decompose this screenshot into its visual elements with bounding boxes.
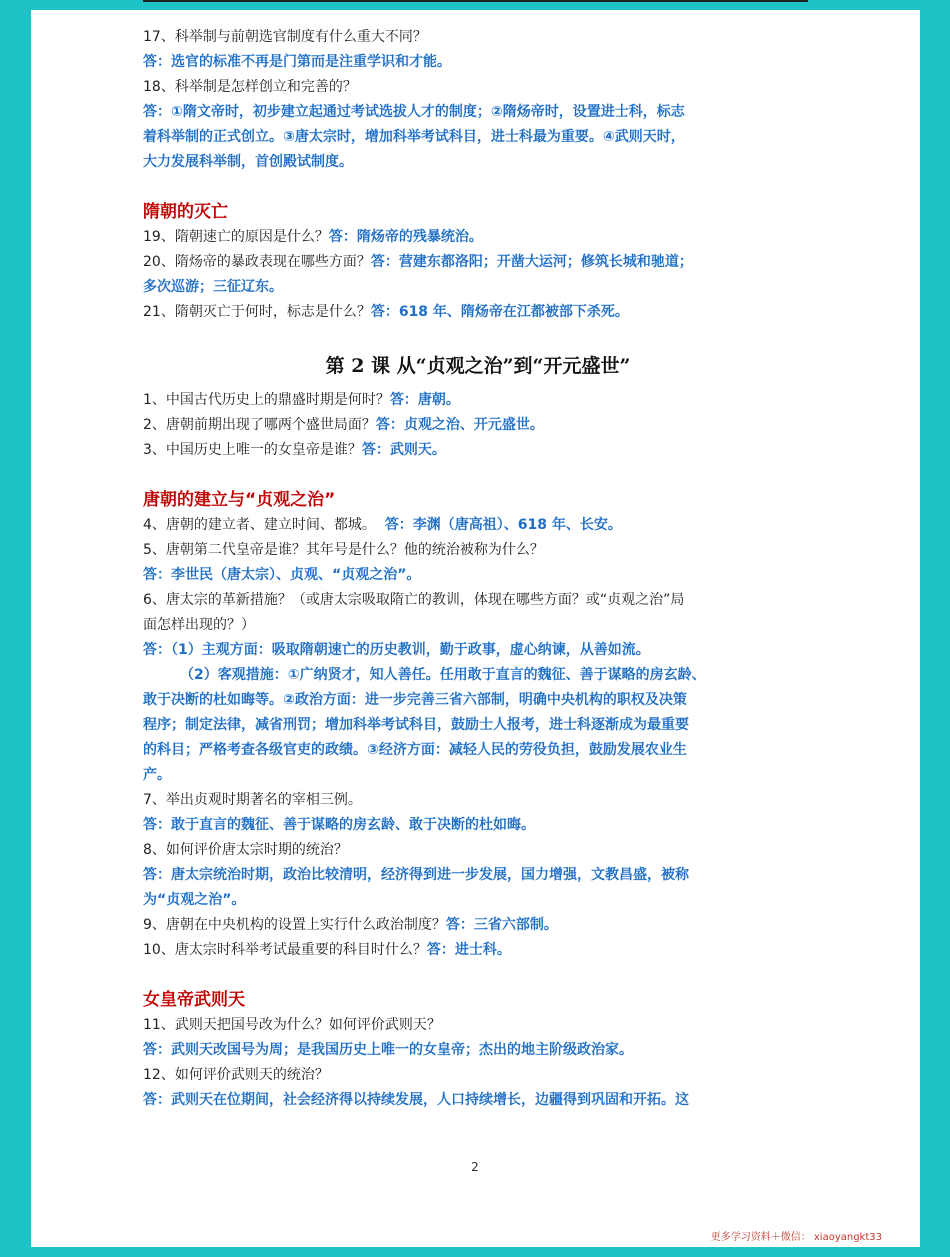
answer-18-line2: 着科举制的正式创立。③唐太宗时，增加科举考试科目，进士科最为重要。④武则天时， — [143, 129, 685, 145]
answer-12-line1: 答：武则天在位期间，社会经济得以持续发展，人口持续增长，边疆得到巩固和开拓。这 — [143, 1092, 689, 1108]
question-2: 2、唐朝前期出现了哪两个盛世局面？答：贞观之治、开元盛世。 — [143, 417, 544, 433]
answer-1: 答：唐朝。 — [389, 392, 460, 408]
answer-21: 答：618 年、隋炀帝在江都被部下杀死。 — [370, 304, 629, 320]
footer-note: 更多学习资料＋微信： xiaoyangkt33 — [710, 1232, 882, 1243]
answer-18-line3: 大力发展科举制，首创殿试制度。 — [143, 154, 353, 170]
answer-3: 答：武则天。 — [361, 442, 446, 458]
question-9: 9、唐朝在中央机构的设置上实行什么政治制度？答：三省六部制。 — [143, 917, 558, 933]
question-12: 12、如何评价武则天的统治？ — [143, 1067, 329, 1083]
answer-5: 答：李世民（唐太宗）、贞观、“贞观之治”。 — [143, 567, 421, 583]
answer-8-line2: 为“贞观之治”。 — [143, 892, 246, 908]
answer-7: 答：敢于直言的魏征、善于谋略的房玄龄、敢于决断的杜如晦。 — [143, 817, 535, 833]
answer-17: 答：选官的标准不再是门第而是注重学识和才能。 — [143, 54, 451, 70]
question-5: 5、唐朝第二代皇帝是谁？其年号是什么？他的统治被称为什么？ — [143, 542, 544, 558]
question-6-line1: 6、唐太宗的革新措施？（或唐太宗吸取隋亡的教训，体现在哪些方面？或“贞观之治”局 — [143, 592, 685, 608]
question-10: 10、唐太宗时科举考试最重要的科目时什么？答：进士科。 — [143, 942, 511, 958]
lesson-2-title: 第 2 课 从“贞观之治”到“开元盛世” — [325, 355, 631, 377]
answer-4: 答：李渊（唐高祖）、618 年、长安。 — [384, 517, 622, 533]
page-number: 2 — [471, 1160, 479, 1174]
question-6-line2: 面怎样出现的？） — [143, 617, 255, 633]
question-19: 19、隋朝速亡的原因是什么？答：隋炀帝的残暴统治。 — [143, 229, 483, 245]
answer-6-line6: 产。 — [143, 767, 171, 783]
section-heading-tang: 唐朝的建立与“贞观之治” — [143, 490, 336, 510]
answer-6-line5: 的科目；严格考查各级官吏的政绩。③经济方面：减轻人民的劳役负担，鼓励发展农业生 — [143, 742, 687, 758]
question-21: 21、隋朝灭亡于何时，标志是什么？答：618 年、隋炀帝在江都被部下杀死。 — [143, 304, 629, 320]
question-1: 1、中国古代历史上的鼎盛时期是何时？答：唐朝。 — [143, 392, 460, 408]
question-17: 17、科举制与前朝选官制度有什么重大不同？ — [143, 29, 427, 45]
answer-20-line1: 答：营建东都洛阳；开凿大运河；修筑长城和驰道； — [370, 254, 693, 270]
answer-9: 答：三省六部制。 — [445, 917, 558, 933]
question-20: 20、隋炀帝的暴政表现在哪些方面？答：营建东都洛阳；开凿大运河；修筑长城和驰道； — [143, 254, 693, 270]
answer-10: 答：进士科。 — [426, 942, 511, 958]
document-content — [143, 25, 813, 1113]
answer-6-line4: 程序；制定法律，减省刑罚；增加科举考试科目，鼓励士人报考，进士科逐渐成为最重要 — [143, 717, 689, 733]
question-4: 4、唐朝的建立者、建立时间、都城。 答：李渊（唐高祖）、618 年、长安。 — [143, 517, 622, 533]
answer-20-line2: 多次巡游；三征辽东。 — [143, 279, 283, 295]
answer-8-line1: 答：唐太宗统治时期，政治比较清明，经济得到进一步发展，国力增强，文教昌盛，被称 — [143, 867, 689, 883]
question-18: 18、科举制是怎样创立和完善的？ — [143, 79, 357, 95]
section-heading-wu: 女皇帝武则天 — [143, 990, 245, 1010]
question-8: 8、如何评价唐太宗时期的统治？ — [143, 842, 348, 858]
section-heading-sui-fall: 隋朝的灭亡 — [143, 202, 228, 222]
top-rule — [143, 0, 808, 2]
answer-11: 答：武则天改国号为周；是我国历史上唯一的女皇帝；杰出的地主阶级政治家。 — [143, 1042, 633, 1058]
question-3: 3、中国历史上唯一的女皇帝是谁？答：武则天。 — [143, 442, 446, 458]
question-7: 7、举出贞观时期著名的宰相三例。 — [143, 792, 362, 808]
answer-18-line1: 答：①隋文帝时，初步建立起通过考试选拔人才的制度；②隋炀帝时，设置进士科，标志 — [143, 104, 685, 120]
answer-6-line1: 答：（1）主观方面：吸取隋朝速亡的历史教训，勤于政事，虚心纳谏，从善如流。 — [143, 642, 650, 658]
question-11: 11、武则天把国号改为什么？如何评价武则天？ — [143, 1017, 441, 1033]
answer-6-line3: 敢于决断的杜如晦等。②政治方面：进一步完善三省六部制，明确中央机构的职权及决策 — [143, 692, 687, 708]
answer-6-line2: （2）客观措施：①广纳贤才，知人善任。任用敢于直言的魏征、善于谋略的房玄龄、 — [180, 667, 706, 683]
answer-19: 答：隋炀帝的残暴统治。 — [328, 229, 483, 245]
answer-2: 答：贞观之治、开元盛世。 — [375, 417, 544, 433]
